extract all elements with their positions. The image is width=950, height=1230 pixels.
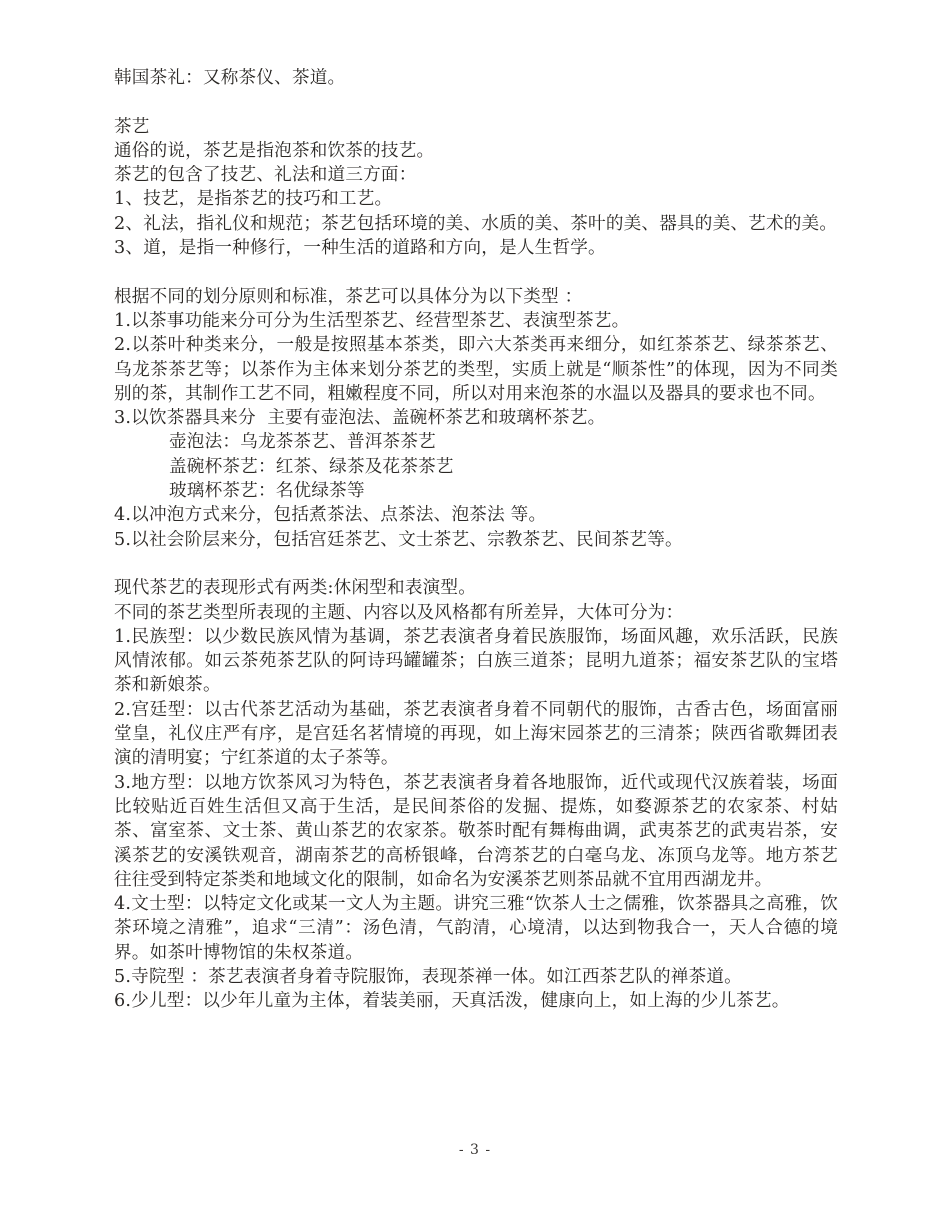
line-sub-壶泡法 [114, 430, 838, 454]
line-type-3-地方型 [114, 771, 838, 892]
line-class-2-茶叶种类 [114, 333, 838, 406]
text-line: 不同的茶艺类型所表现的主题、内容以及风格都有所差异，大体可分为： [114, 602, 684, 623]
text-line: 1.以茶事功能来分可分为生活型茶艺、经营型茶艺、表演型茶艺。 [114, 310, 630, 331]
line-现代茶艺表现形式 [114, 576, 838, 600]
text-line: 现代茶艺的表现形式有两类:休闲型和表演型。 [114, 578, 477, 599]
text-line-blank [114, 90, 838, 114]
line-type-4-文士型 [114, 892, 838, 965]
line-sub-玻璃杯茶艺 [114, 479, 838, 503]
line-通俗的说 [114, 139, 838, 163]
text-line: 茶艺的包含了技艺、礼法和道三方面： [114, 165, 417, 186]
text-line: 4.以冲泡方式来分，包括煮茶法、点茶法、泡茶法 等。 [114, 505, 547, 526]
text-line: 6.少儿型：以少年儿童为主体，着装美丽，天真活泼，健康向上，如上海的少儿茶艺。 [114, 991, 790, 1012]
line-class-3-饮茶器具 [114, 406, 838, 430]
text-line-blank [114, 260, 838, 284]
spacer-line [114, 552, 838, 576]
line-三方面 [114, 163, 838, 187]
line-sub-盖碗杯茶艺 [114, 455, 838, 479]
line-class-4-冲泡方式 [114, 503, 838, 527]
line-主题内容风格 [114, 601, 838, 625]
text-line: 4.文士型：以特定文化或某一文人为主题。讲究三雅“饮茶人士之儒雅，饮茶器具之高雅，饮茶环境之清雅”，追求“三清”：汤色清，气韵清，心境清，以达到物我合一，天人合德的境界。如茶叶博物馆的朱权茶道。 [114, 894, 838, 963]
line-type-5-寺院型 [114, 965, 838, 989]
text-line: 通俗的说，茶艺是指泡茶和饮茶的技艺。 [114, 140, 435, 161]
text-line: 韩国茶礼：又称茶仪、茶道。 [114, 68, 346, 88]
line-划分原则 [114, 285, 838, 309]
text-line-indented: 壶泡法：乌龙茶茶艺、普洱茶茶艺 [169, 432, 436, 453]
page-number: - 3 - [458, 1142, 492, 1158]
spacer-line [114, 260, 838, 284]
line-type-1-民族型 [114, 625, 838, 698]
line-class-1-茶事功能 [114, 309, 838, 333]
text-line-blank [114, 552, 838, 576]
text-line: 5.以社会阶层来分，包括宫廷茶艺、文士茶艺、宗教茶艺、民间茶艺等。 [114, 529, 683, 550]
text-line: 5.寺院型 ：茶艺表演者身着寺院服饰，表现茶禅一体。如江西茶艺队的禅茶道。 [114, 966, 742, 987]
line-item-2-礼法 [114, 212, 838, 236]
text-line: 3.地方型：以地方饮茶风习为特色，茶艺表演者身着各地服饰，近代或现代汉族着装，场面比较贴近百姓生活但又高于生活，是民间茶俗的发掘、提炼，如婺源茶艺的农家茶、村姑茶、富室茶、文士茶、黄山茶艺的农家茶。敬茶时配有舞梅曲调，武夷茶艺的武夷岩茶，安溪茶艺的安溪铁观音，湖南茶艺的高桥银峰，台湾茶艺的白毫乌龙、冻顶乌龙等。地方茶艺往往受到特定茶类和地域文化的限制，如命名为安溪茶艺则茶品就不宜用西湖龙井。 [114, 772, 838, 890]
line-item-3-道 [114, 236, 838, 260]
text-line: 1、技艺，是指茶艺的技巧和工艺。 [114, 189, 393, 210]
line-type-2-宫廷型 [114, 698, 838, 771]
text-line: 根据不同的划分原则和标准，茶艺可以具体分为以下类型 ： [114, 286, 583, 307]
line-茶艺-heading [114, 115, 838, 139]
text-line: 茶艺 [114, 116, 150, 137]
text-line: 2、礼法，指礼仪和规范；茶艺包括环境的美、水质的美、茶叶的美、器具的美、艺术的美。 [114, 213, 838, 234]
line-韩国茶礼 [114, 66, 838, 90]
text-line: 3.以饮茶器具来分 主要有壶泡法、盖碗杯茶艺和玻璃杯茶艺。 [114, 408, 606, 429]
text-line: 2.宫廷型：以古代茶艺活动为基础，茶艺表演者身着不同朝代的服饰，古香古色，场面富丽堂皇，礼仪庄严有序，是宫廷名茗情境的再现，如上海宋园茶艺的三清茶；陕西省歌舞团表演的清明宴；宁红茶道的太子茶等。 [114, 699, 838, 769]
text-line: 2.以茶叶种类来分，一般是按照基本茶类，即六大茶类再来细分，如红茶茶艺、绿茶茶艺、乌龙茶茶艺等；以茶作为主体来划分茶艺的类型，实质上就是“顺茶性”的体现，因为不同类别的茶，其制作工艺不同，粗嫩程度不同，所以对用来泡茶的水温以及器具的要求也不同。 [114, 335, 838, 404]
text-line-indented: 玻璃杯茶艺：名优绿茶等 [169, 481, 365, 502]
text-line: 3、道，是指一种修行，一种生活的道路和方向，是人生哲学。 [114, 238, 606, 259]
document-text-body [114, 66, 838, 1014]
line-item-1-技艺 [114, 187, 838, 211]
text-line: 1.民族型：以少数民族风情为基调，茶艺表演者身着民族服饰，场面风趣，欢乐活跃，民族风情浓郁。如云茶苑茶艺队的阿诗玛罐罐茶；白族三道茶；昆明九道茶；福安茶艺队的宝塔茶和新娘茶。 [114, 626, 838, 696]
line-type-6-少儿型 [114, 989, 838, 1013]
text-line-indented: 盖碗杯茶艺：红茶、绿茶及花茶茶艺 [169, 456, 454, 477]
spacer-line [114, 90, 838, 114]
line-class-5-社会阶层 [114, 528, 838, 552]
